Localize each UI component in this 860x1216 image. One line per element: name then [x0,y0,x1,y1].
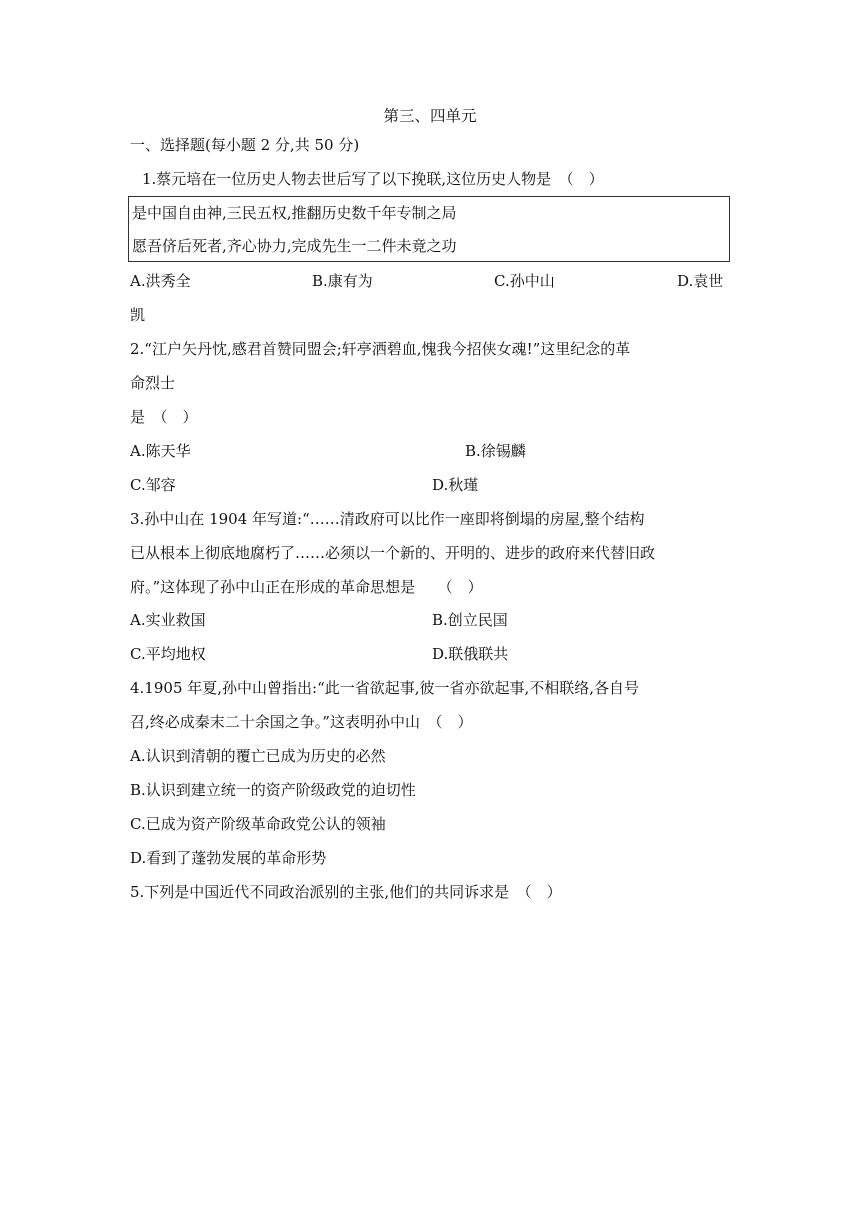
q4-option-c: C.已成为资产阶级革命政党公认的领袖 [130,815,386,833]
q4-option-d: D.看到了蓬勃发展的革命形势 [130,849,327,867]
q1-couplet-box [128,196,730,262]
q2-option-c: C.邹容 [130,476,176,494]
q2-option-a: A.陈天华 [130,442,191,460]
q4-option-b: B.认识到建立统一的资产阶级政党的迫切性 [130,781,416,799]
q1-option-b: B.康有为 [312,272,373,290]
q5-stem: 5.下列是中国近代不同政治派别的主张,他们的共同诉求是 （ ） [130,883,562,901]
q2-option-b: B.徐锡麟 [465,442,526,460]
q2-stem-line-2: 命烈士 [130,374,176,392]
q2-stem-line-1: 2.“江户矢丹忱,感君首赞同盟会;轩亭洒碧血,愧我今招侠女魂!”这里纪念的革 [130,340,631,358]
q1-option-d: D.袁世 [677,272,724,290]
q4-stem-line-1: 4.1905 年夏,孙中山曾指出:“此一省欲起事,彼一省亦欲起事,不相联络,各自号 [130,679,640,697]
q3-option-b: B.创立民国 [432,611,508,629]
q2-stem-line-3: 是 （ ） [130,408,198,426]
q4-option-a: A.认识到清朝的覆亡已成为历史的必然 [130,747,386,765]
q1-option-d-wrap: 凯 [130,306,146,324]
q3-stem-line-2: 已从根本上彻底地腐朽了……必须以一个新的、开明的、进步的政府来代替旧政 [130,544,656,562]
q1-stem: 1.蔡元培在一位历史人物去世后写了以下挽联,这位历史人物是 （ ） [142,170,604,188]
q1-option-a: A.洪秀全 [130,272,191,290]
section-heading: 一、选择题(每小题 2 分,共 50 分) [130,136,360,154]
q2-option-d: D.秋瑾 [432,476,479,494]
q3-option-a: A.实业救国 [130,611,206,629]
q1-option-c: C.孙中山 [494,272,555,290]
q3-stem-line-1: 3.孙中山在 1904 年写道:“……清政府可以比作一座即将倒塌的房屋,整个结构 [130,510,645,528]
q3-option-c: C.平均地权 [130,645,206,663]
q4-stem-line-2: 召,终必成秦末二十余国之争。”这表明孙中山 （ ） [130,713,473,731]
q3-stem-line-3: 府。”这体现了孙中山正在形成的革命思想是 （ ） [130,578,483,596]
q1-couplet-line-1: 是中国自由神,三民五权,推翻历史数千年专制之局 [132,204,457,222]
q1-couplet-line-2: 愿吾侪后死者,齐心协力,完成先生一二件未竟之功 [132,237,457,255]
page-title: 第三、四单元 [383,107,477,125]
q3-option-d: D.联俄联共 [432,645,509,663]
